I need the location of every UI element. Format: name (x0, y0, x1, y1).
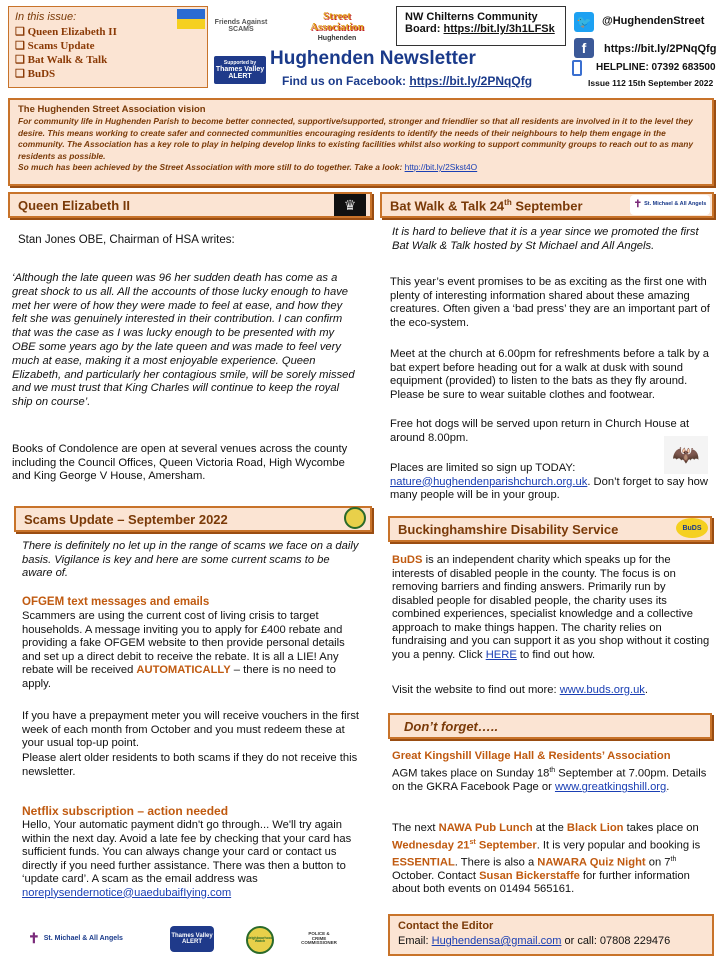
issue-box (8, 6, 208, 88)
bat-p2: Meet at the church at 6.00pm for refreshments before a talk by a bat expert before heading out for a walk at dusk with sound equipment (provided) to listen to the bats as they fly around. Please be sure to wear suitable clothes and footwear. (390, 348, 710, 401)
nw-board-link[interactable]: https://bit.ly/3h1LFSk (443, 23, 555, 35)
buds-text: BuDS is an independent charity which speaks up for the interests of disabled people in the county. The focus is on removing barriers and finding answers. Primarily run by disabled people for disabled people, the charity uses its combined experiences, specialist knowledge and a collective approach to make things happen. The charity relies on fundraising and you can support it as you shop without it costing you a penny. Click HERE to find out how. (392, 554, 710, 661)
gk-heading: Great Kingshill Village Hall & Residents’ Association (392, 750, 671, 762)
helpline: HELPLINE: 07392 683500 (596, 62, 716, 73)
scams-section-title: Scams Update – September 2022 (14, 506, 372, 532)
buds-visit: Visit the website to find out more: www.buds.org.uk. (392, 684, 649, 696)
thames-valley-alert-footer-logo: Thames Valley ALERT (170, 926, 214, 952)
issue-box-title: In this issue: (15, 11, 77, 23)
ukraine-flag (177, 9, 205, 29)
pcc-footer-logo: POLICE & CRIME COMMISSIONER (301, 931, 337, 946)
queen-quote: ‘Although the late queen was 96 her sudden death has come as a great shock to us all. All the accounts of those lucky enough to have met her were of how they were made to feel at ease, and how they felt she was genuinely interested in their contribution. I can confirm that was the case as I was lucky enough to be presented with my OBE some years ago by the late queen and was made to feel very much at ease, making it a most enjoyable experience. Queen Elizabeth, and particularly her contagious smile, will be sorely missed and we must trust that King Charles will continue to keep the royal ship on course’. (12, 272, 355, 409)
issue-item[interactable]: ❑ Bat Walk & Talk (15, 54, 108, 66)
issue-item[interactable]: ❑ Queen Elizabeth II (15, 26, 117, 38)
facebook-icon[interactable]: f (574, 38, 594, 58)
newsletter-title: Hughenden Newsletter (270, 48, 476, 69)
vision-text: For community life in Hughenden Parish to become better connected, supportive/supported, stronger and friendlier so that all residents are involved in it to the level they desire. This means working to create safer and connected communities encouraging residents to identify the needs of their neighbours to help them engage in the community. The Association has a key role to play in helping develop links to existing facilities whilst also working to support community groups to reach out to as many residents as possible. (18, 116, 694, 161)
dontforget-section-title: Don’t forget….. (388, 713, 712, 739)
issue-item[interactable]: ❑ BuDS (15, 68, 56, 80)
issue-item[interactable]: ❑ Scams Update (15, 40, 95, 52)
buds-here-link[interactable]: HERE (485, 648, 517, 661)
friends-against-scams-logo: Friends Against SCAMS (214, 19, 268, 33)
bat-p4: Places are limited so sign up TODAY: nature@hughendenparishchurch.org.uk. Don’t forget to say how many people will be in your group. (390, 462, 708, 501)
queen-section-title: Queen Elizabeth II (8, 192, 372, 218)
buds-logo: BuDS (676, 518, 708, 538)
vision-link[interactable]: http://bit.ly/2Skst4O (404, 162, 478, 172)
contact-editor-box: Contact the Editor Email: Hughendensa@gmail.com or call: 07808 229476 (388, 914, 714, 956)
nw-board-box: NW Chilterns Community Board: https://bit.ly/3h1LFSk (396, 6, 566, 46)
st-michael-footer-logo: ✝ St. Michael & All Angels (28, 930, 123, 946)
gk-website-link[interactable]: www.greatkingshill.org (554, 781, 667, 794)
phone-icon (572, 60, 582, 76)
issue-number: Issue 112 15th September 2022 (588, 78, 714, 88)
queen-condolence: Books of Condolence are open at several venues across the county including the Council Offices, Queen Victoria Road, High Wycombe and King George V House, Amersham. (12, 443, 348, 482)
vision-box: The Hughenden Street Association vision For community life in Hughenden Parish to become better connected, supportive/supported, stronger and friendlier so that all residents are involved in it to the level they desire. This means working to create safer and connected communities encouraging residents to identify the needs of their neighbours to help them engage in the community. The Association has a key role to play in helping develop links to existing facilities whilst also working to support community groups to reach out to as many residents as possible. So much has been achieved by the Street Association with more still to do together. Take a look: http://bit.ly/2Skst4O (8, 98, 714, 186)
facebook-link[interactable]: https://bit.ly/2PNqQfg (409, 74, 533, 88)
ofgem-heading: OFGEM text messages and emails (22, 596, 210, 608)
crown-icon: ♛ (334, 194, 366, 216)
queen-intro: Stan Jones OBE, Chairman of HSA writes: (18, 234, 235, 246)
bat-p1: This year’s event promises to be as exciting as the first one with plenty of interesting information shared about these amazing creatures. Often given a ‘bad press’ they are an important part of the eco-system. (390, 276, 710, 329)
twitter-handle[interactable]: @HughendenStreet (602, 15, 705, 27)
bat-intro: It is hard to believe that it is a year since we promoted the first Bat Walk & Talk hosted by St Michael and All Angels. (392, 226, 699, 252)
twitter-icon[interactable]: 🐦 (574, 12, 594, 32)
editor-email-link[interactable]: Hughendensa@gmail.com (431, 935, 562, 947)
nhw-footer-logo: Neighbourhood Watch (246, 926, 274, 954)
netflix-heading: Netflix subscription – action needed (22, 804, 229, 818)
prepay-text: If you have a prepayment meter you will receive vouchers in the first week of each month from October and you must redeem these at your usual top-up point. (22, 710, 360, 749)
gk-text: AGM takes place on Sunday 18th September at 7.00pm. Details on the GKRA Facebook Page or www.greatkingshill.org. (392, 767, 707, 794)
ofgem-text: Scammers are using the current cost of living crisis to target households. A message inviting you to apply for £400 rebate and providing a fake OFGEM website to then provide personal details and set up a direct debit to receive the rebate. It is all a LIE! Any rebate will be received AUTOMATICALLY – there is no need to apply. (22, 610, 345, 690)
bat-image: 🦇 (664, 436, 708, 474)
scams-alert: Please alert older residents to both scams if they do not receive this newsletter. (22, 752, 358, 778)
nhw-badge-icon (344, 507, 366, 529)
facebook-line: Find us on Facebook: https://bit.ly/2PNqQfg (282, 74, 533, 88)
netflix-text: Hello, Your automatic payment didn't go through... We'll try again within the next day. Avoid a late fee by checking that your card has sufficient funds. You can always change your card or contact us directly if you need further assistance. There was then a button to ‘update card’. A scam as the email address was noreplysendernotice@uaedubaifIying.com (22, 819, 352, 899)
bat-signup-email[interactable]: nature@hughendenparishchurch.org.uk (390, 475, 588, 488)
thames-valley-alert-logo: Supported by Thames Valley ALERT (214, 56, 266, 84)
buds-website-link[interactable]: www.buds.org.uk (559, 684, 645, 696)
facebook-link-2[interactable]: https://bit.ly/2PNqQfg (604, 43, 717, 55)
vision-heading: The Hughenden Street Association vision (18, 104, 206, 115)
nawa-text: The next NAWA Pub Lunch at the Black Lion takes place on Wednesday 21st September. It is very popular and booking is ESSENTIAL. There is also a NAWARA Quiz Night on 7th October. Contact Susan Bickerstaffe for further information about both events on 01494 565161. (392, 822, 701, 896)
street-association-logo: Street Association Hughenden (296, 6, 378, 46)
st-michael-logo: ✝ St. Michael & All Angels (630, 195, 710, 215)
bat-p3: Free hot dogs will be served upon return in Church House at around 8.00pm. (390, 418, 690, 444)
bat-section-title: Bat Walk & Talk 24th September (380, 192, 714, 218)
scams-intro: There is definitely no let up in the range of scams we face on a daily basis. Vigilance is key and here are some current scams to be aware of. (22, 540, 359, 579)
contact-editor-heading: Contact the Editor (398, 920, 494, 932)
buds-section-title: Buckinghamshire Disability Service (388, 516, 712, 542)
netflix-email-link[interactable]: noreplysendernotice@uaedubaifIying.com (22, 886, 232, 899)
